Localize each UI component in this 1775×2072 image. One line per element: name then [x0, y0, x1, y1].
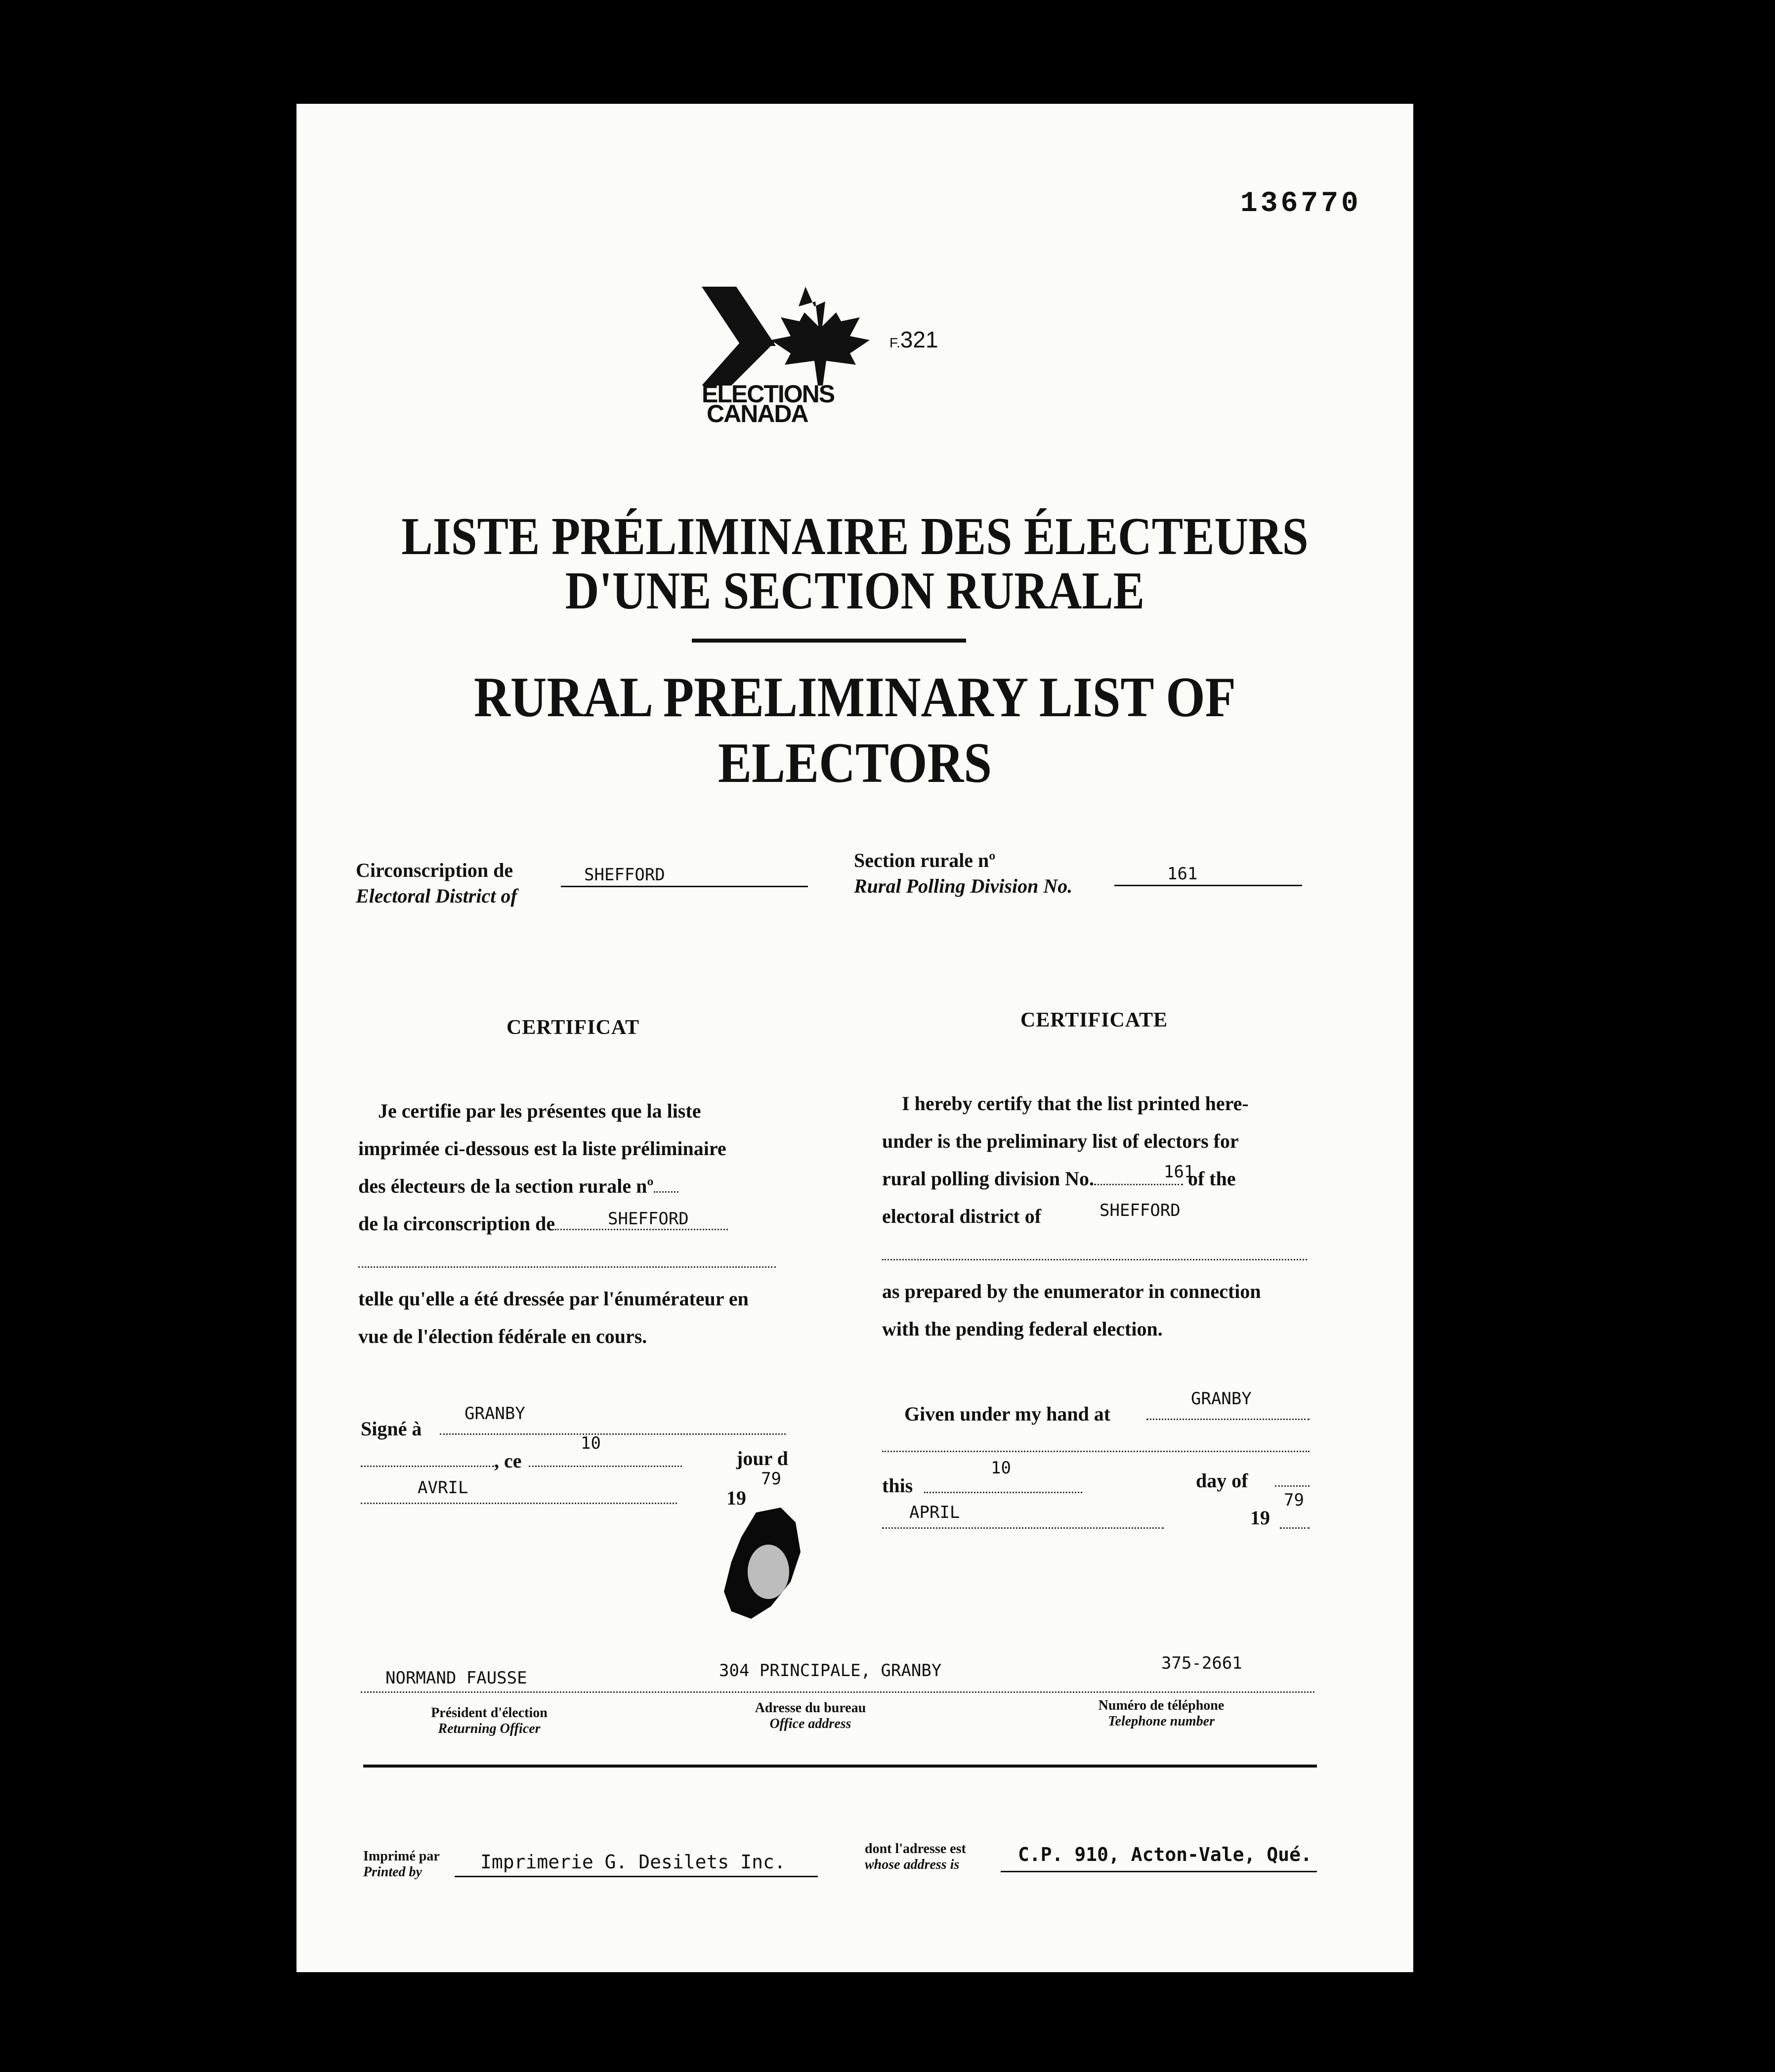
signed-day-field[interactable] [529, 1466, 682, 1467]
officer-signature-line[interactable] [361, 1691, 1314, 1693]
printer-name-field[interactable] [455, 1876, 818, 1877]
signed-month-field[interactable] [361, 1503, 677, 1504]
signed-month-value: AVRIL [418, 1478, 468, 1498]
given-at-value: GRANBY [1191, 1389, 1252, 1409]
certificat-fr-line4: de la circonscription de [358, 1212, 555, 1235]
title-english: RURAL PRELIMINARY LIST OF ELECTORS [473, 666, 1236, 795]
district-label-en: Electoral District of [356, 885, 517, 907]
this-label: this [882, 1474, 913, 1497]
certificat-fr-line1: Je certifie par les présentes que la liste [378, 1100, 701, 1122]
division-field[interactable] [1114, 885, 1302, 886]
certificate-en-line3b: of the [1187, 1167, 1236, 1190]
printer-address-label [865, 1841, 966, 1873]
certificate-en-line4: electoral district of [882, 1205, 1042, 1227]
form-number [889, 326, 938, 353]
signed-year-value: 79 [761, 1469, 781, 1489]
elections-canada-logo [702, 287, 899, 428]
given-month-field[interactable] [882, 1527, 1164, 1529]
certificate-heading: CERTIFICATE [1020, 1009, 1168, 1032]
signed-at-value: GRANBY [465, 1404, 525, 1424]
division-label-en: Rural Polling Division No. [854, 875, 1073, 897]
division-label-fr: Section rurale nº [854, 849, 996, 871]
form-number-prefix: F. [889, 335, 900, 350]
officer-name-caption [390, 1705, 588, 1737]
signed-at-field[interactable] [440, 1433, 786, 1435]
printer-address-label-en: whose address is [865, 1857, 960, 1872]
telephone-caption [1057, 1698, 1265, 1729]
certificate-en-line5: as prepared by the enumerator in connection [882, 1280, 1261, 1302]
printer-address-field[interactable] [1001, 1871, 1317, 1872]
certificate-en-division-value: 161 [1164, 1162, 1194, 1182]
certificate-en-district-value: SHEFFORD [1099, 1201, 1181, 1220]
title-french-line2: D'UNE SECTION RURALE [565, 561, 1145, 620]
given-at-field[interactable] [1146, 1419, 1310, 1420]
given-month-value: APRIL [909, 1503, 960, 1522]
ce-label: , ce [494, 1450, 522, 1472]
logo-text-elections: ELECTIONS [702, 380, 835, 408]
officer-address: 304 PRINCIPALE, GRANBY [719, 1661, 942, 1681]
jour-label: jour d [736, 1447, 788, 1469]
division-value: 161 [1167, 864, 1198, 884]
day-of-label: day of [1196, 1469, 1248, 1492]
signed-year-prefix: 19 [726, 1487, 746, 1509]
officer-phone: 375-2661 [1161, 1653, 1242, 1673]
printed-by-label [363, 1849, 440, 1880]
seal-stamp-icon [721, 1508, 810, 1621]
bottom-divider [363, 1765, 1317, 1768]
signed-day-value: 10 [581, 1433, 601, 1453]
printer-name: Imprimerie G. Desilets Inc. [480, 1851, 786, 1873]
signed-date-prefix-field[interactable] [361, 1466, 494, 1467]
telephone-caption-fr: Numéro de téléphone [1098, 1698, 1225, 1713]
district-label [356, 858, 517, 909]
maple-leaf-x-icon [702, 287, 880, 386]
certificate-en-district-field[interactable] [882, 1259, 1307, 1260]
printed-by-label-fr: Imprimé par [363, 1849, 440, 1864]
officer-name: NORMAND FAUSSE [385, 1668, 527, 1688]
certificat-fr-division-field[interactable] [654, 1191, 678, 1193]
title-divider [692, 639, 966, 643]
division-label [854, 848, 1072, 899]
title-french-line1: LISTE PRÉLIMINAIRE DES ÉLECTEURS [401, 507, 1309, 566]
form-page [296, 104, 1413, 1972]
certificat-fr-extra-line [358, 1266, 776, 1268]
district-field[interactable] [561, 886, 808, 887]
given-year-prefix: 19 [1250, 1507, 1270, 1529]
office-address-caption-en: Office address [769, 1716, 851, 1731]
form-number-value: 321 [900, 327, 938, 352]
certificat-fr-line2: imprimée ci-dessous est la liste préliminaire [358, 1137, 726, 1160]
given-at-extra-field [882, 1451, 1310, 1452]
certificat-fr-text [358, 1092, 788, 1355]
printer-address: C.P. 910, Acton-Vale, Qué. [1018, 1844, 1312, 1865]
officer-name-caption-en: Returning Officer [438, 1721, 541, 1736]
certificate-en-line6: with the pending federal election. [882, 1318, 1163, 1340]
district-label-fr: Circonscription de [356, 859, 513, 881]
given-year-field[interactable] [1280, 1527, 1310, 1529]
printer-address-label-fr: dont l'adresse est [865, 1841, 966, 1856]
certificate-en-line3a: rural polling division No. [882, 1167, 1094, 1190]
logo-text-canada: CANADA [707, 400, 808, 428]
official-seal [721, 1508, 810, 1624]
serial-number: 136770 [1240, 188, 1361, 220]
certificate-en-line1: I hereby certify that the list printed here- [902, 1092, 1249, 1115]
signed-at-label: Signé à [361, 1418, 422, 1440]
given-year-value: 79 [1284, 1490, 1304, 1510]
certificat-heading: CERTIFICAT [507, 1016, 640, 1039]
certificate-en-text [882, 1085, 1310, 1348]
office-address-caption-fr: Adresse du bureau [755, 1700, 866, 1716]
district-value: SHEFFORD [584, 865, 665, 885]
given-day-field[interactable] [924, 1492, 1082, 1493]
given-at-label: Given under my hand at [904, 1403, 1111, 1425]
certificat-fr-line6: vue de l'élection fédérale en cours. [358, 1325, 647, 1347]
given-day-value: 10 [991, 1458, 1011, 1478]
certificat-fr-district-value: SHEFFORD [608, 1209, 689, 1229]
telephone-caption-en: Telephone number [1108, 1714, 1215, 1729]
certificat-fr-line5: telle qu'elle a été dressée par l'énumérateur en [358, 1288, 749, 1310]
day-of-field [1275, 1485, 1310, 1487]
certificate-en-line2: under is the preliminary list of electors for [882, 1130, 1239, 1152]
office-address-caption [712, 1700, 909, 1732]
officer-name-caption-fr: Président d'élection [431, 1705, 548, 1721]
certificat-fr-line3: des électeurs de la section rurale nº [358, 1175, 654, 1197]
printed-by-label-en: Printed by [363, 1864, 422, 1880]
